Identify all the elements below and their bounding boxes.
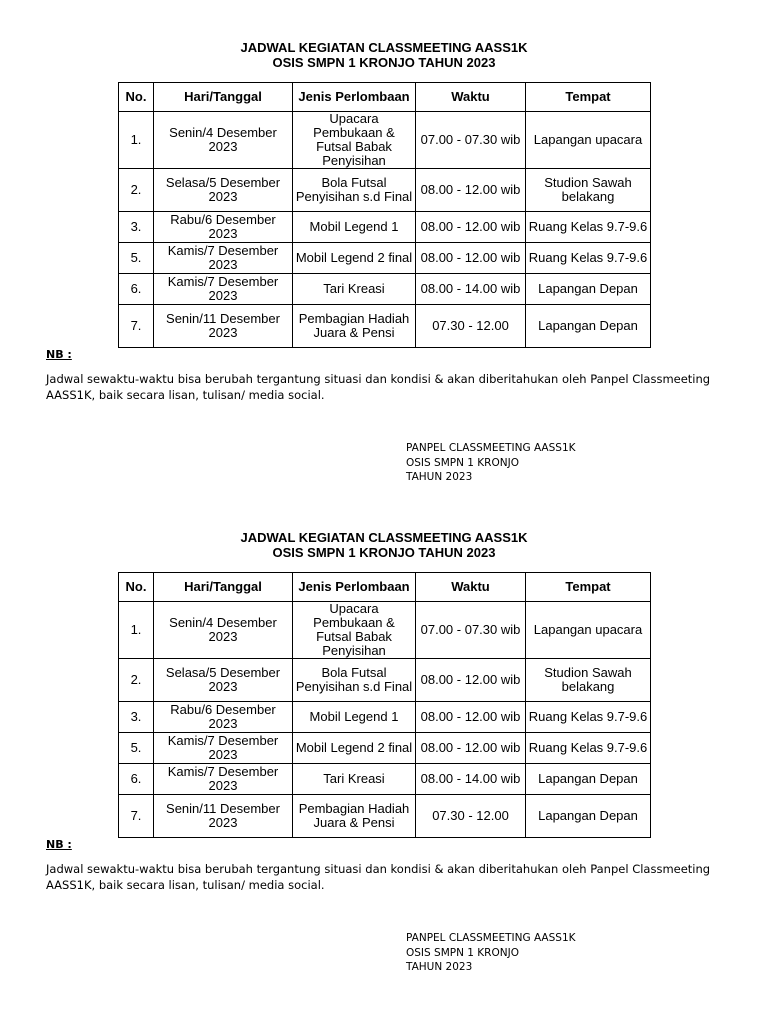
cell-tempat: Lapangan upacara xyxy=(526,112,651,169)
cell-hari: Kamis/7 Desember 2023 xyxy=(154,764,293,795)
table-row xyxy=(119,659,651,702)
table-row xyxy=(119,243,651,274)
cell-no: 5. xyxy=(119,733,154,764)
cell-no: 2. xyxy=(119,659,154,702)
cell-tempat: Ruang Kelas 9.7-9.6 xyxy=(526,243,651,274)
header-jenis-perlombaan: Jenis Perlombaan xyxy=(293,573,416,602)
cell-no: 3. xyxy=(119,212,154,243)
table-header-row xyxy=(119,83,651,112)
table-row xyxy=(119,764,651,795)
cell-waktu: 08.00 - 12.00 wib xyxy=(416,659,526,702)
cell-jenis: Pembagian Hadiah Juara & Pensi xyxy=(293,305,416,348)
cell-tempat: Lapangan upacara xyxy=(526,602,651,659)
cell-jenis: Upacara Pembukaan & Futsal Babak Penyisihan xyxy=(293,112,416,169)
cell-jenis: Bola Futsal Penyisihan s.d Final xyxy=(293,659,416,702)
cell-no: 5. xyxy=(119,243,154,274)
document-subtitle: OSIS SMPN 1 KRONJO TAHUN 2023 xyxy=(272,545,496,560)
header-tempat: Tempat xyxy=(526,83,651,112)
signature-block xyxy=(406,441,576,485)
header-waktu: Waktu xyxy=(416,83,526,112)
cell-hari: Senin/4 Desember 2023 xyxy=(154,602,293,659)
cell-no: 7. xyxy=(119,795,154,838)
document-subtitle: OSIS SMPN 1 KRONJO TAHUN 2023 xyxy=(272,55,496,70)
cell-waktu: 08.00 - 12.00 wib xyxy=(416,702,526,733)
cell-waktu: 07.00 - 07.30 wib xyxy=(416,602,526,659)
cell-no: 7. xyxy=(119,305,154,348)
header-tempat: Tempat xyxy=(526,573,651,602)
table-row xyxy=(119,169,651,212)
cell-jenis: Mobil Legend 1 xyxy=(293,212,416,243)
cell-jenis: Mobil Legend 2 final xyxy=(293,733,416,764)
cell-jenis: Bola Futsal Penyisihan s.d Final xyxy=(293,169,416,212)
signature-line-year: TAHUN 2023 xyxy=(406,961,473,973)
cell-waktu: 08.00 - 12.00 wib xyxy=(416,169,526,212)
cell-hari: Selasa/5 Desember 2023 xyxy=(154,169,293,212)
cell-jenis: Pembagian Hadiah Juara & Pensi xyxy=(293,795,416,838)
cell-no: 1. xyxy=(119,602,154,659)
table-row xyxy=(119,795,651,838)
schedule-block-1 xyxy=(0,38,768,528)
cell-tempat: Lapangan Depan xyxy=(526,764,651,795)
cell-waktu: 07.00 - 07.30 wib xyxy=(416,112,526,169)
signature-line-committee: PANPEL CLASSMEETING AASS1K xyxy=(406,442,576,454)
note-text: Jadwal sewaktu-waktu bisa berubah tergantung situasi dan kondisi & akan diberitahukan oleh Panpel Classmeeting AASS1K, baik secara lisan, tulisan/ media social. xyxy=(46,372,711,402)
table-row xyxy=(119,112,651,169)
cell-hari: Senin/11 Desember 2023 xyxy=(154,305,293,348)
cell-hari: Selasa/5 Desember 2023 xyxy=(154,659,293,702)
cell-waktu: 08.00 - 12.00 wib xyxy=(416,212,526,243)
cell-no: 1. xyxy=(119,112,154,169)
header-waktu: Waktu xyxy=(416,573,526,602)
document-title: JADWAL KEGIATAN CLASSMEETING AASS1K xyxy=(240,40,528,55)
cell-jenis: Tari Kreasi xyxy=(293,764,416,795)
table-row xyxy=(119,305,651,348)
cell-waktu: 08.00 - 14.00 wib xyxy=(416,764,526,795)
table-row xyxy=(119,602,651,659)
cell-hari: Kamis/7 Desember 2023 xyxy=(154,243,293,274)
cell-waktu: 08.00 - 14.00 wib xyxy=(416,274,526,305)
cell-jenis: Upacara Pembukaan & Futsal Babak Penyisihan xyxy=(293,602,416,659)
cell-waktu: 07.30 - 12.00 xyxy=(416,305,526,348)
cell-hari: Senin/11 Desember 2023 xyxy=(154,795,293,838)
table-row xyxy=(119,274,651,305)
table-header-row xyxy=(119,573,651,602)
signature-line-year: TAHUN 2023 xyxy=(406,471,473,483)
cell-no: 6. xyxy=(119,274,154,305)
cell-tempat: Ruang Kelas 9.7-9.6 xyxy=(526,212,651,243)
table-row xyxy=(119,212,651,243)
cell-tempat: Studion Sawah belakang xyxy=(526,659,651,702)
cell-no: 6. xyxy=(119,764,154,795)
signature-line-school: OSIS SMPN 1 KRONJO xyxy=(406,946,519,959)
signature-line-committee: PANPEL CLASSMEETING AASS1K xyxy=(406,932,576,944)
cell-hari: Rabu/6 Desember 2023 xyxy=(154,702,293,733)
cell-hari: Senin/4 Desember 2023 xyxy=(154,112,293,169)
cell-hari: Rabu/6 Desember 2023 xyxy=(154,212,293,243)
cell-jenis: Tari Kreasi xyxy=(293,274,416,305)
note-text: Jadwal sewaktu-waktu bisa berubah tergantung situasi dan kondisi & akan diberitahukan oleh Panpel Classmeeting AASS1K, baik secara lisan, tulisan/ media social. xyxy=(46,862,711,892)
cell-hari: Kamis/7 Desember 2023 xyxy=(154,274,293,305)
table-row xyxy=(119,702,651,733)
cell-tempat: Ruang Kelas 9.7-9.6 xyxy=(526,702,651,733)
cell-waktu: 08.00 - 12.00 wib xyxy=(416,733,526,764)
header-no: No. xyxy=(119,573,154,602)
signature-block xyxy=(406,931,576,975)
cell-tempat: Lapangan Depan xyxy=(526,305,651,348)
cell-waktu: 08.00 - 12.00 wib xyxy=(416,243,526,274)
nb-label: NB : xyxy=(46,838,72,851)
header-hari-tanggal: Hari/Tanggal xyxy=(154,83,293,112)
cell-no: 3. xyxy=(119,702,154,733)
cell-tempat: Lapangan Depan xyxy=(526,795,651,838)
cell-tempat: Lapangan Depan xyxy=(526,274,651,305)
header-hari-tanggal: Hari/Tanggal xyxy=(154,573,293,602)
cell-tempat: Ruang Kelas 9.7-9.6 xyxy=(526,733,651,764)
signature-line-school: OSIS SMPN 1 KRONJO xyxy=(406,456,519,469)
schedule-table xyxy=(118,572,651,838)
cell-waktu: 07.30 - 12.00 xyxy=(416,795,526,838)
cell-no: 2. xyxy=(119,169,154,212)
cell-tempat: Studion Sawah belakang xyxy=(526,169,651,212)
document-title: JADWAL KEGIATAN CLASSMEETING AASS1K xyxy=(240,530,528,545)
cell-hari: Kamis/7 Desember 2023 xyxy=(154,733,293,764)
nb-label: NB : xyxy=(46,348,72,361)
schedule-block-2 xyxy=(0,528,768,1018)
cell-jenis: Mobil Legend 2 final xyxy=(293,243,416,274)
table-row xyxy=(119,733,651,764)
cell-jenis: Mobil Legend 1 xyxy=(293,702,416,733)
header-no: No. xyxy=(119,83,154,112)
header-jenis-perlombaan: Jenis Perlombaan xyxy=(293,83,416,112)
schedule-table xyxy=(118,82,651,348)
